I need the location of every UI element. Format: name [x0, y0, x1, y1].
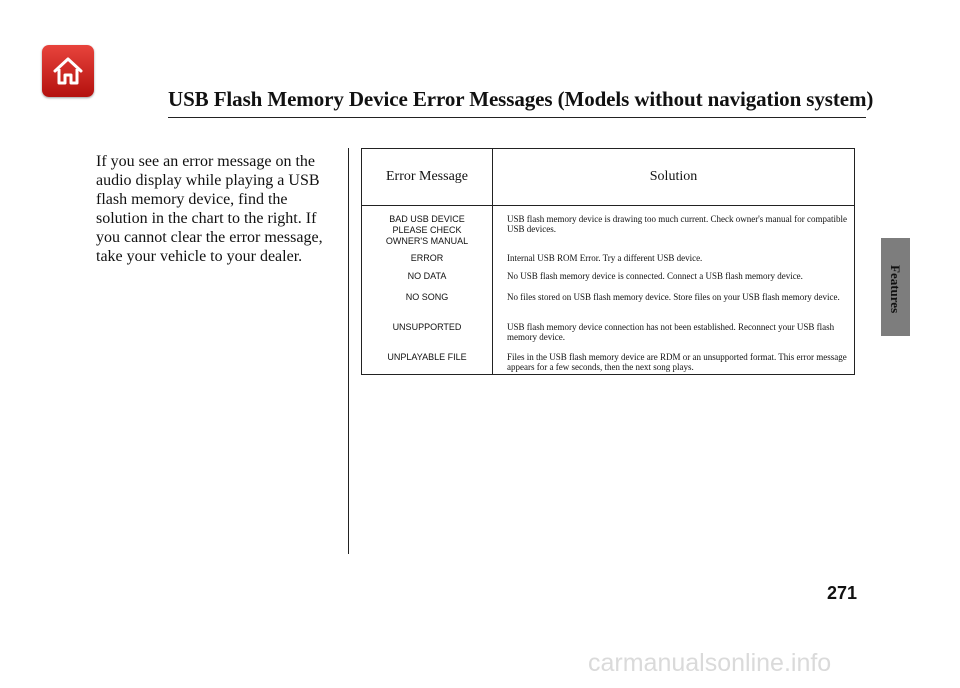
section-tab-label: Features	[888, 264, 903, 314]
solution-cell: USB flash memory device connection has not been established. Reconnect your USB flash memory device.	[507, 321, 835, 342]
solution-cell: Files in the USB flash memory device are RDM or an unsupported format. This error message appears for a few seconds, then the next song plays.	[507, 351, 847, 372]
table-header-row	[362, 149, 855, 206]
intro-paragraph: If you see an error message on the audio display while playing a USB flash memory device, find the solution in the chart to the right. If you cannot clear the error message, take your vehicle to your dealer.	[96, 153, 323, 265]
error-message-cell: NO SONG	[362, 287, 493, 317]
header-solution: Solution	[493, 149, 855, 206]
page-number: 271	[827, 583, 858, 603]
table-row	[362, 206, 855, 251]
home-button[interactable]	[42, 45, 94, 97]
solution-cell: No USB flash memory device is connected. Connect a USB flash memory device.	[507, 270, 803, 281]
table-row	[362, 287, 855, 317]
watermark: carmanualsonline.info	[588, 649, 832, 677]
table-row	[362, 317, 855, 347]
page-title: USB Flash Memory Device Error Messages (Models without navigation system)	[168, 87, 874, 111]
table-row	[362, 251, 855, 265]
title-divider	[168, 117, 866, 118]
solution-cell: USB flash memory device is drawing too much current. Check owner's manual for compatible USB devices.	[507, 214, 848, 234]
error-message-cell: UNSUPPORTED	[362, 317, 493, 347]
header-error-message: Error Message	[362, 149, 493, 206]
error-message-cell: UNPLAYABLE FILE	[362, 347, 493, 375]
error-message-cell: BAD USB DEVICE PLEASE CHECK OWNER'S MANUAL	[362, 206, 493, 251]
table-row	[362, 347, 855, 375]
column-divider	[348, 148, 349, 554]
home-icon	[51, 54, 85, 88]
error-message-table	[361, 148, 855, 375]
table-row	[362, 265, 855, 287]
error-message-cell: NO DATA	[362, 265, 493, 287]
solution-cell: Internal USB ROM Error. Try a different USB device.	[507, 252, 703, 263]
solution-cell: No files stored on USB flash memory device. Store files on your USB flash memory device.	[507, 291, 840, 302]
error-message-cell: ERROR	[362, 251, 493, 265]
